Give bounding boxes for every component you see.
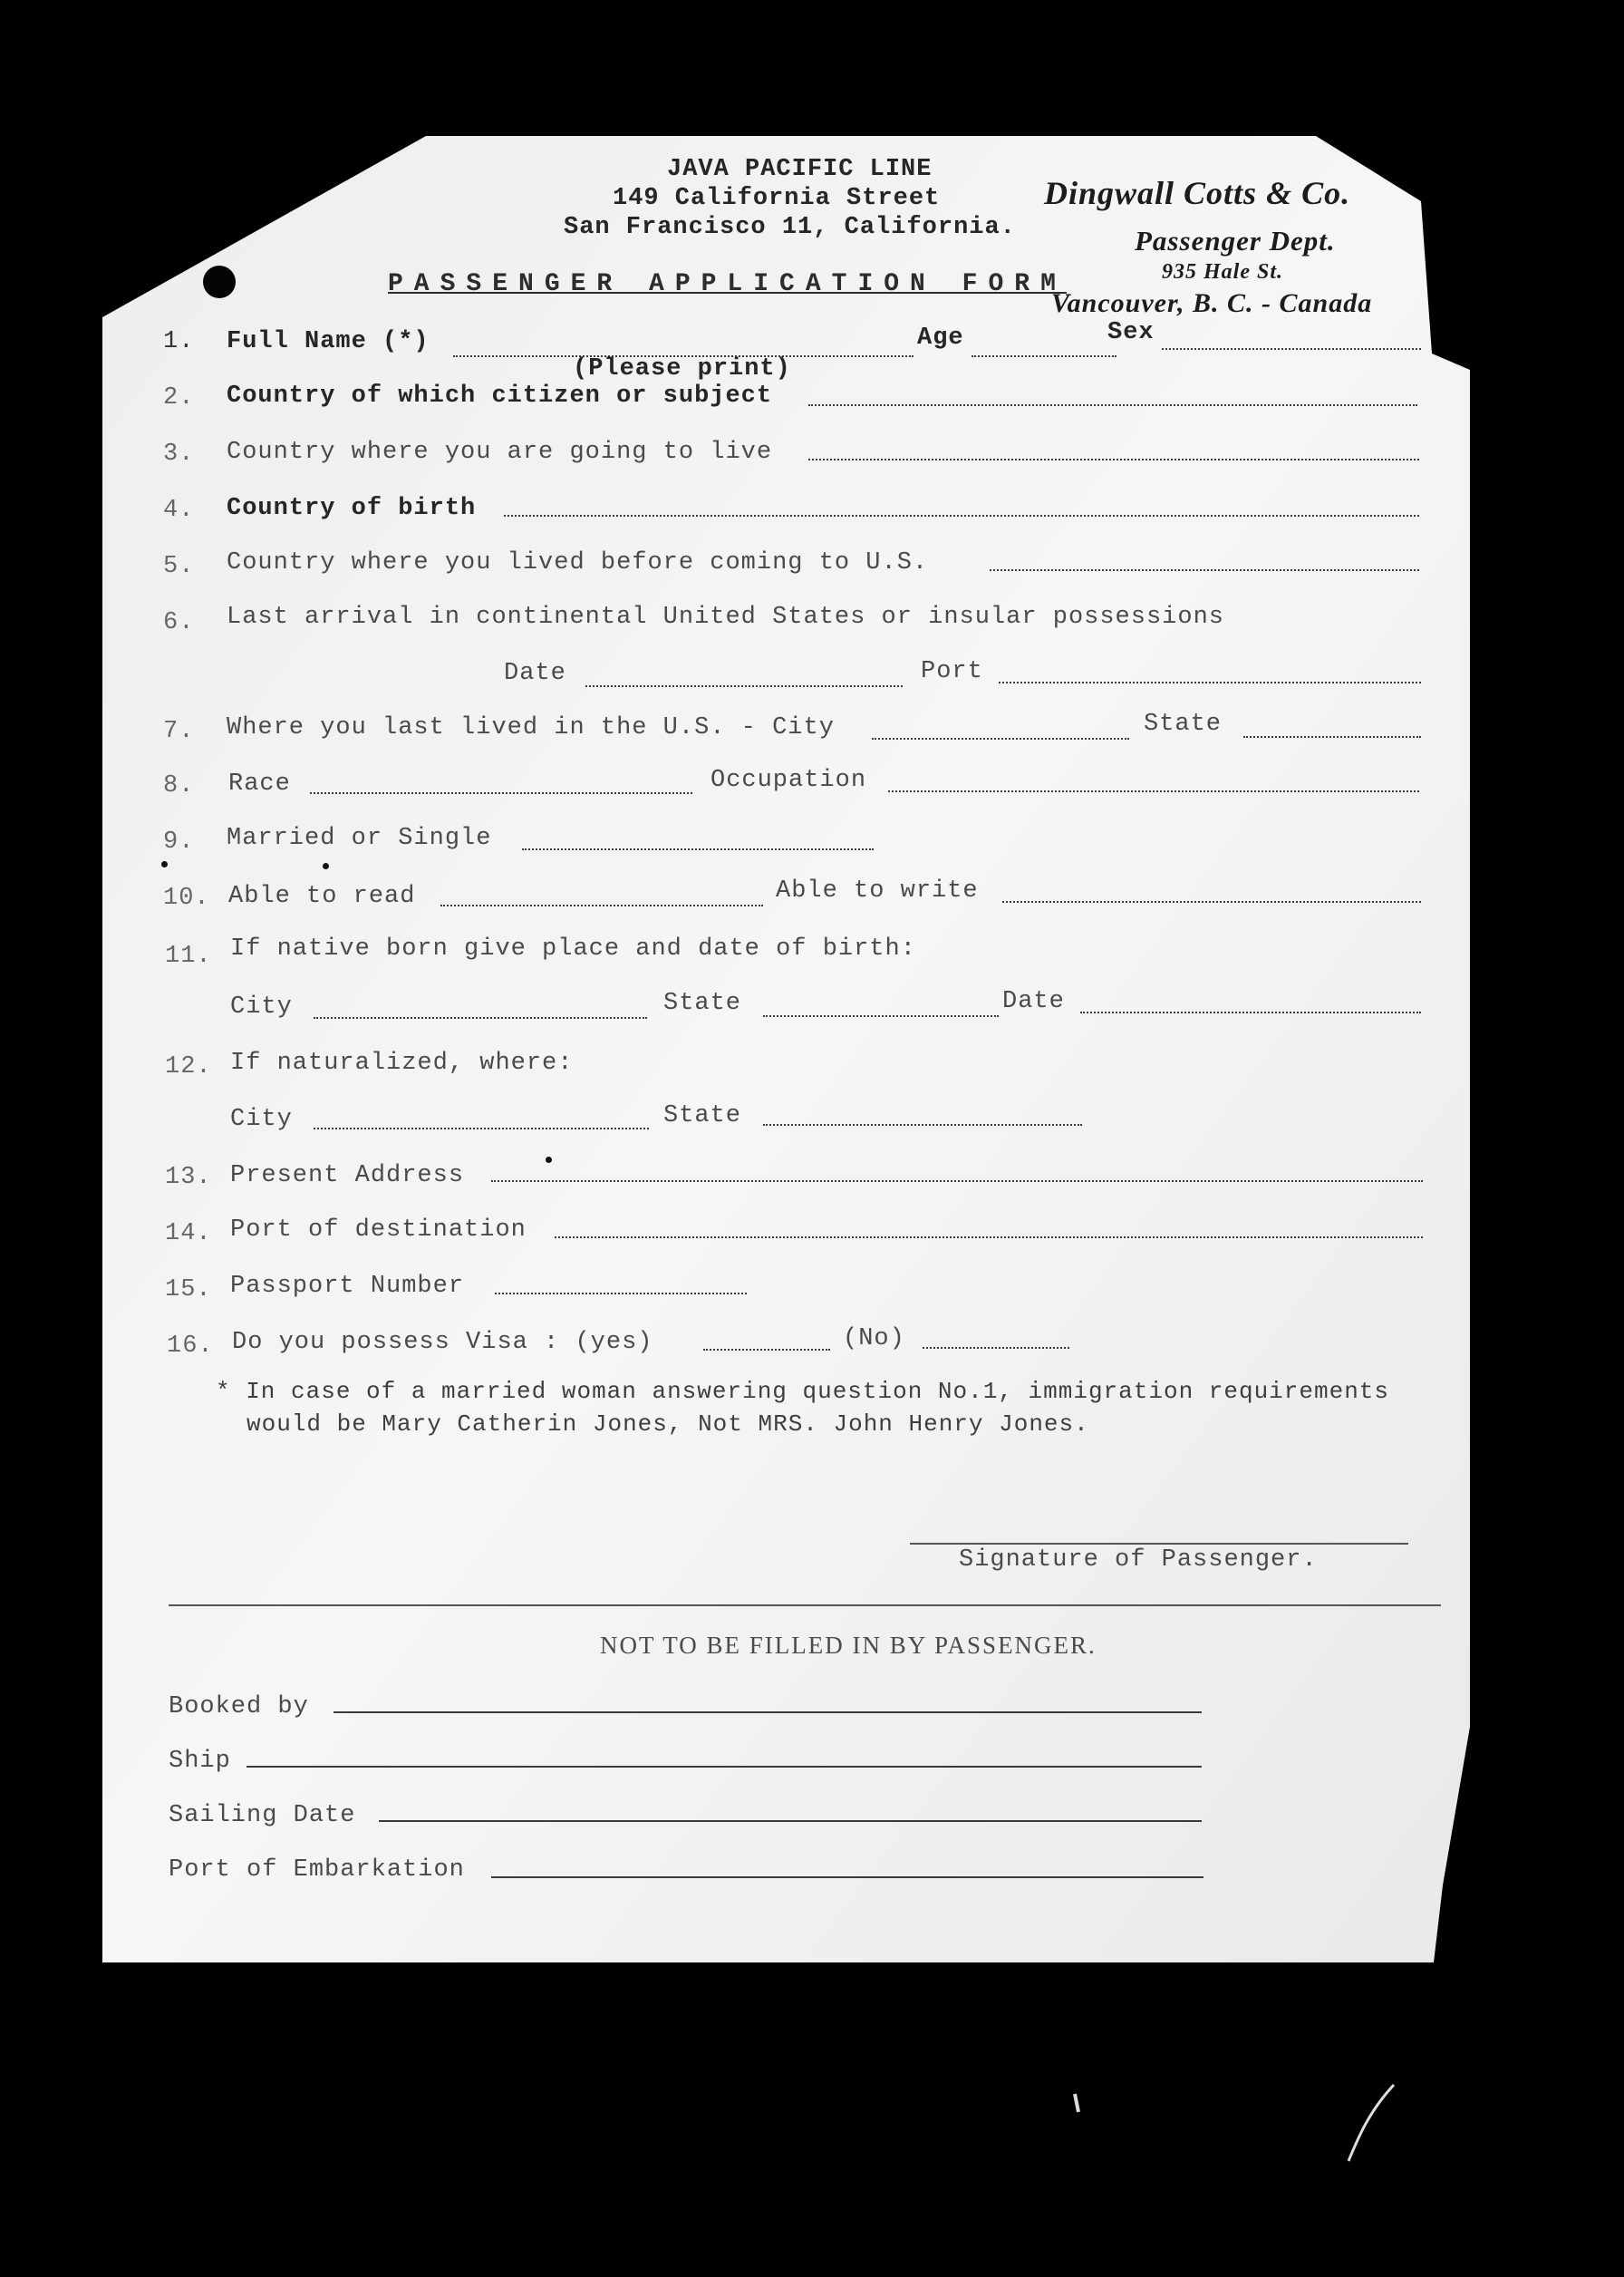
field-15-label: Passport Number <box>230 1273 465 1300</box>
field-13-label: Present Address <box>230 1162 465 1189</box>
field-10-label: Able to read <box>228 883 416 910</box>
agent-stamp-city: Vancouver, B. C. - Canada <box>1051 288 1373 318</box>
field-6-date-label: Date <box>504 660 566 687</box>
field-6-label: Last arrival in continental United States or insular possessions <box>227 604 1224 631</box>
field-12-label: If naturalized, where: <box>230 1050 574 1077</box>
scan-scratch <box>1348 2085 1394 2161</box>
field-2-label: Country of which citizen or subject <box>227 383 773 410</box>
married-woman-note-line2: would be Mary Catherin Jones, Not MRS. John Henry Jones. <box>246 1410 1089 1438</box>
signature-label: Signature of Passenger. <box>959 1546 1318 1574</box>
field-11-city-label: City <box>230 993 293 1021</box>
field-10-write-label: Able to write <box>776 877 979 905</box>
field-5-number: 5. <box>163 553 195 580</box>
field-9-label: Married or Single <box>227 825 492 852</box>
field-11-date-label: Date <box>1002 988 1065 1015</box>
header-company: JAVA PACIFIC LINE <box>667 156 933 183</box>
field-4-number: 4. <box>163 497 195 524</box>
field-3-label: Country where you are going to live <box>227 439 773 466</box>
field-5-label: Country where you lived before coming to U.S. <box>227 549 929 577</box>
agent-stamp-street: 935 Hale St. <box>1162 260 1284 284</box>
header-street: 149 California Street <box>613 185 941 212</box>
field-7-number: 7. <box>163 718 195 745</box>
ship-label: Ship <box>169 1748 231 1775</box>
field-7-label: Where you last lived in the U.S. - City <box>227 714 835 741</box>
field-14-number: 14. <box>165 1220 212 1247</box>
field-12-city-label: City <box>230 1106 293 1133</box>
agent-stamp-dept: Passenger Dept. <box>1135 225 1336 257</box>
field-16-label: Do you possess Visa : (yes) <box>232 1329 653 1356</box>
field-6-port-label: Port <box>921 658 983 685</box>
field-3-number: 3. <box>163 441 195 468</box>
office-use-heading: NOT TO BE FILLED IN BY PASSENGER. <box>600 1632 1097 1659</box>
field-2-number: 2. <box>163 384 195 412</box>
field-6-number: 6. <box>163 609 195 636</box>
field-1-hint: (Please print) <box>573 355 791 383</box>
married-woman-note-line1: * In case of a married woman answering question No.1, immigration requirements <box>216 1378 1389 1405</box>
header-city: San Francisco 11, California. <box>564 214 1016 241</box>
scan-scratch <box>1075 2094 1078 2112</box>
booked-by-label: Booked by <box>169 1693 309 1720</box>
field-4-label: Country of birth <box>227 495 477 522</box>
field-11-label: If native born give place and date of birth: <box>230 935 916 963</box>
field-16-number: 16. <box>167 1332 214 1360</box>
field-11-state-label: State <box>663 990 742 1017</box>
field-7-state-label: State <box>1144 711 1223 738</box>
form-title: PASSENGER APPLICATION FORM <box>388 270 1067 298</box>
field-12-number: 12. <box>165 1053 212 1080</box>
field-9-number: 9. <box>163 828 195 856</box>
field-1-label: Full Name (*) <box>227 328 430 355</box>
field-8-number: 8. <box>163 772 195 799</box>
agent-stamp-name: Dingwall Cotts & Co. <box>1044 175 1351 211</box>
field-11-number: 11. <box>165 943 212 970</box>
field-1-number: 1. <box>163 328 195 355</box>
field-13-number: 13. <box>165 1164 212 1191</box>
field-8-occupation-label: Occupation <box>710 767 867 794</box>
field-1-sex-label: Sex <box>1107 319 1155 346</box>
field-8-label: Race <box>228 770 291 798</box>
field-14-label: Port of destination <box>230 1216 527 1244</box>
field-10-number: 10. <box>163 885 210 912</box>
field-1-age-label: Age <box>917 325 964 352</box>
field-12-state-label: State <box>663 1102 742 1129</box>
field-15-number: 15. <box>165 1276 212 1303</box>
field-16-no-label: (No) <box>843 1325 905 1352</box>
port-of-embarkation-label: Port of Embarkation <box>169 1856 465 1884</box>
sailing-date-label: Sailing Date <box>169 1802 356 1829</box>
